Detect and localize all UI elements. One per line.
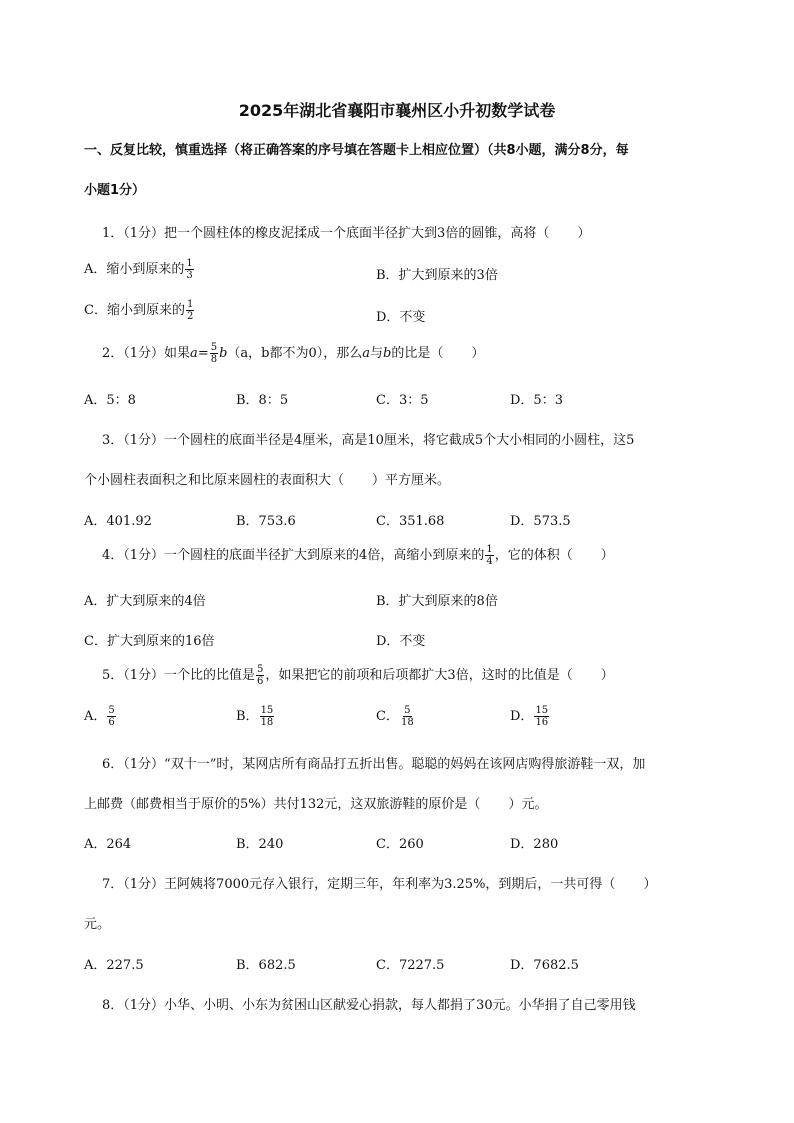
question-6-option-b: B．240 — [236, 837, 284, 852]
fraction: $\frac{5}{8}$ — [210, 342, 218, 365]
question-7-line1: 7．（1分）王阿姨将7000元存入银行，定期三年，年利率为3.25%，到期后，一共可得（ ） — [102, 877, 657, 892]
question-6-option-c: C．260 — [376, 837, 424, 852]
question-3-option-d: D．573.5 — [510, 514, 571, 529]
question-5-option-c: C． $\frac{5}{18}$ — [376, 705, 414, 728]
question-2-option-a: A．5：8 — [84, 393, 136, 408]
question-6-option-d: D．280 — [510, 837, 559, 852]
question-1-option-d: D．不变 — [376, 310, 426, 325]
question-3-line2: 个小圆柱表面积之和比原来圆柱的表面积大（ ）平方厘米。 — [84, 473, 451, 488]
question-5-option-d: D． $\frac{15}{16}$ — [510, 705, 549, 728]
section-heading-line2: 小题1分） — [84, 183, 146, 198]
fraction: $\frac{5}{18}$ — [400, 705, 414, 728]
question-7-option-c: C．7227.5 — [376, 958, 445, 973]
question-7-line2: 元。 — [84, 917, 111, 932]
question-7-option-a: A．227.5 — [84, 958, 144, 973]
question-1-option-c: C．缩小到原来的 $\frac{1}{2}$ — [84, 299, 194, 322]
question-2-option-c: C．3：5 — [376, 393, 429, 408]
question-4-option-c: C．扩大到原来的16倍 — [84, 634, 215, 649]
question-3-option-a: A．401.92 — [84, 514, 152, 529]
question-1-stem: 1．（1分）把一个圆柱体的橡皮泥揉成一个底面半径扩大到3倍的圆锥，高将（ ） — [102, 226, 591, 241]
fraction: $\frac{5}{6}$ — [108, 705, 115, 728]
question-1-option-b: B．扩大到原来的3倍 — [376, 268, 498, 283]
fraction: $\frac{1}{2}$ — [186, 299, 194, 322]
question-3-line1: 3．（1分）一个圆柱的底面半径是4厘米，高是10厘米，将它截成5个大小相同的小圆柱，这5 — [102, 433, 635, 448]
question-6-option-a: A．264 — [84, 837, 132, 852]
question-1-option-a: A．缩小到原来的 $\frac{1}{3}$ — [84, 258, 193, 281]
question-5-option-a: A． $\frac{5}{6}$ — [84, 705, 115, 728]
question-5-option-b: B． $\frac{15}{18}$ — [236, 705, 274, 728]
question-6-line1: 6．（1分）“双十一”时，某网店所有商品打五折出售。聪聪的妈妈在该网店购得旅游鞋一双，加 — [102, 757, 646, 772]
section-heading — [84, 131, 714, 211]
question-2-stem: 2．（1分）如果a= $\frac{5}{8}$ b（a，b都不为0），那么a与b的比是（ ） — [102, 342, 485, 365]
question-7-option-d: D．7682.5 — [510, 958, 579, 973]
fraction: $\frac{15}{18}$ — [260, 705, 274, 728]
question-4-option-b: B．扩大到原来的8倍 — [376, 594, 498, 609]
question-4-stem: 4．（1分）一个圆柱的底面半径扩大到原来的4倍，高缩小到原来的 $\frac{1}{4}$ ，它的体积（ ） — [102, 544, 614, 567]
question-8-line1: 8．（1分）小华、小明、小东为贫困山区献爱心捐款，每人都捐了30元。小华捐了自己零用钱 — [102, 998, 636, 1013]
fraction: $\frac{5}{6}$ — [257, 664, 264, 687]
page-title: 2025年湖北省襄阳市襄州区小升初数学试卷 — [238, 101, 556, 120]
question-6-line2: 上邮费（邮费相当于原价的5%）共付132元，这双旅游鞋的原价是（ ）元。 — [84, 797, 548, 812]
question-2-option-b: B．8：5 — [236, 393, 289, 408]
fraction: $\frac{1}{4}$ — [486, 544, 493, 567]
question-3-option-b: B．753.6 — [236, 514, 296, 529]
question-4-option-d: D．不变 — [376, 634, 426, 649]
fraction: $\frac{15}{16}$ — [535, 705, 549, 728]
question-4-option-a: A．扩大到原来的4倍 — [84, 594, 206, 609]
section-heading-line1: 一、反复比较，慎重选择（将正确答案的序号填在答题卡上相应位置）（共8小题，满分8分，每 — [84, 143, 629, 158]
question-7-option-b: B．682.5 — [236, 958, 296, 973]
fraction: $\frac{1}{3}$ — [186, 258, 193, 281]
question-3-option-c: C．351.68 — [376, 514, 445, 529]
question-5-stem: 5．（1分）一个比的比值是 $\frac{5}{6}$ ，如果把它的前项和后项都扩大3倍，这时的比值是（ ） — [102, 664, 614, 687]
question-2-option-d: D．5：3 — [510, 393, 563, 408]
